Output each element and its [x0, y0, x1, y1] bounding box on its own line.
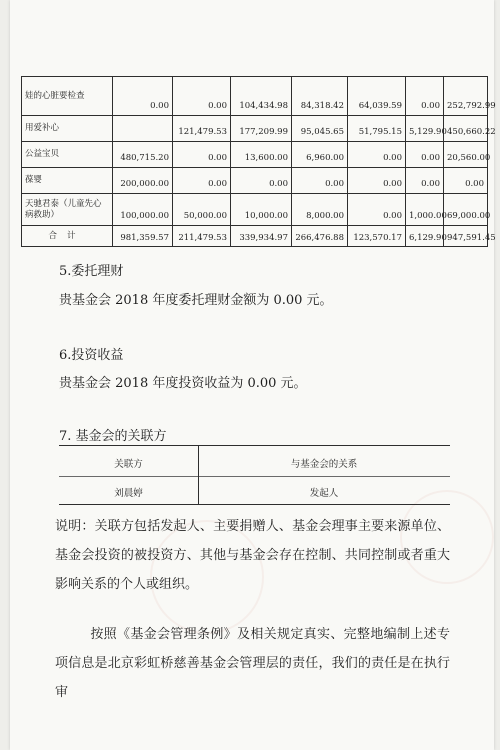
- row-label: 公益宝贝: [22, 142, 113, 168]
- column-header: 与基金会的关系: [290, 459, 358, 470]
- table-cell: 252,792.99: [444, 77, 488, 116]
- table-cell: 0.00: [406, 142, 444, 168]
- table-cell: 发起人: [309, 488, 339, 499]
- table-cell: [113, 116, 173, 142]
- column-header: 关联方: [114, 459, 143, 470]
- table-cell: 刘晨婷: [114, 488, 143, 499]
- table-cell: 0.00: [113, 77, 173, 116]
- table-rule: [59, 445, 450, 446]
- table-cell: 0.00: [348, 194, 406, 226]
- table-cell: 0.00: [173, 77, 231, 116]
- table-cell: 100,000.00: [113, 194, 173, 226]
- table-cell: 0.00: [292, 168, 348, 194]
- section-heading: 7. 基金会的关联方: [59, 429, 167, 444]
- row-label: 合计: [22, 226, 113, 247]
- closing-paragraph: [55, 620, 450, 707]
- section-text: 贵基金会 2018 年度投资收益为 0.00 元。: [59, 376, 307, 391]
- table-row: [22, 142, 488, 168]
- table-cell: 0.00: [231, 168, 292, 194]
- table-cell: 50,000.00: [173, 194, 231, 226]
- table-cell: 6,960.00: [292, 142, 348, 168]
- table-cell: 0.00: [348, 142, 406, 168]
- table-cell: 123,570.17: [348, 226, 406, 247]
- row-label: 用爱补心: [22, 116, 113, 142]
- table-cell: 0.00: [444, 168, 488, 194]
- table-cell: 211,479.53: [173, 226, 231, 247]
- table-cell: 981,359.57: [113, 226, 173, 247]
- table-cell: 450,660.22: [444, 116, 488, 142]
- table-cell: 69,000.00: [444, 194, 488, 226]
- table-cell: 200,000.00: [113, 168, 173, 194]
- section-heading: 6.投资收益: [59, 348, 124, 363]
- table-row: [22, 226, 488, 247]
- table-row: [22, 168, 488, 194]
- table-cell: 84,318.42: [292, 77, 348, 116]
- table-cell: 0.00: [348, 168, 406, 194]
- table-cell: 8,000.00: [292, 194, 348, 226]
- table-cell: 51,795.15: [348, 116, 406, 142]
- row-label: 娃的心脏要检查: [22, 77, 113, 116]
- table-rule: [59, 476, 450, 477]
- table-cell: 339,934.97: [231, 226, 292, 247]
- table-cell: 1,000.00: [406, 194, 444, 226]
- table-cell: 5,129.90: [406, 116, 444, 142]
- row-label: 葆婴: [22, 168, 113, 194]
- table-cell: 6,129.90: [406, 226, 444, 247]
- section-heading: 5.委托理财: [59, 264, 124, 279]
- table-cell: 177,209.99: [231, 116, 292, 142]
- table-row: [22, 116, 488, 142]
- table-row: [22, 77, 488, 116]
- related-party-note: 说明：关联方包括发起人、主要捐赠人、基金会理事主要来源单位、基金会投资的被投资方、其他与基金会存在控制、共同控制或者重大影响关系的个人或组织。: [55, 519, 450, 592]
- table-rule: [59, 504, 450, 505]
- table-cell: 10,000.00: [231, 194, 292, 226]
- table-row: [22, 194, 488, 226]
- section-text: 贵基金会 2018 年度委托理财金额为 0.00 元。: [59, 293, 333, 308]
- row-label: 天驰君泰（儿童先心病救助）: [22, 194, 113, 226]
- table-cell: 121,479.53: [173, 116, 231, 142]
- table-cell: 13,600.00: [231, 142, 292, 168]
- closing-text: 按照《基金会管理条例》及相关规定真实、完整地编制上述专项信息是北京彩虹桥慈善基金会管理层的责任，我们的责任是在执行审: [55, 627, 450, 700]
- table-cell: 0.00: [406, 168, 444, 194]
- table-cell: 64,039.59: [348, 77, 406, 116]
- financial-table: [21, 76, 496, 247]
- table-cell: 20,560.00: [444, 142, 488, 168]
- table-cell: 0.00: [173, 142, 231, 168]
- table-cell: 104,434.98: [231, 77, 292, 116]
- table-cell: 480,715.20: [113, 142, 173, 168]
- table-cell: 95,045.65: [292, 116, 348, 142]
- table-cell: 0.00: [406, 77, 444, 116]
- table-cell: 0.00: [173, 168, 231, 194]
- table-cell: 947,591.45: [444, 226, 488, 247]
- table-cell: 266,476.88: [292, 226, 348, 247]
